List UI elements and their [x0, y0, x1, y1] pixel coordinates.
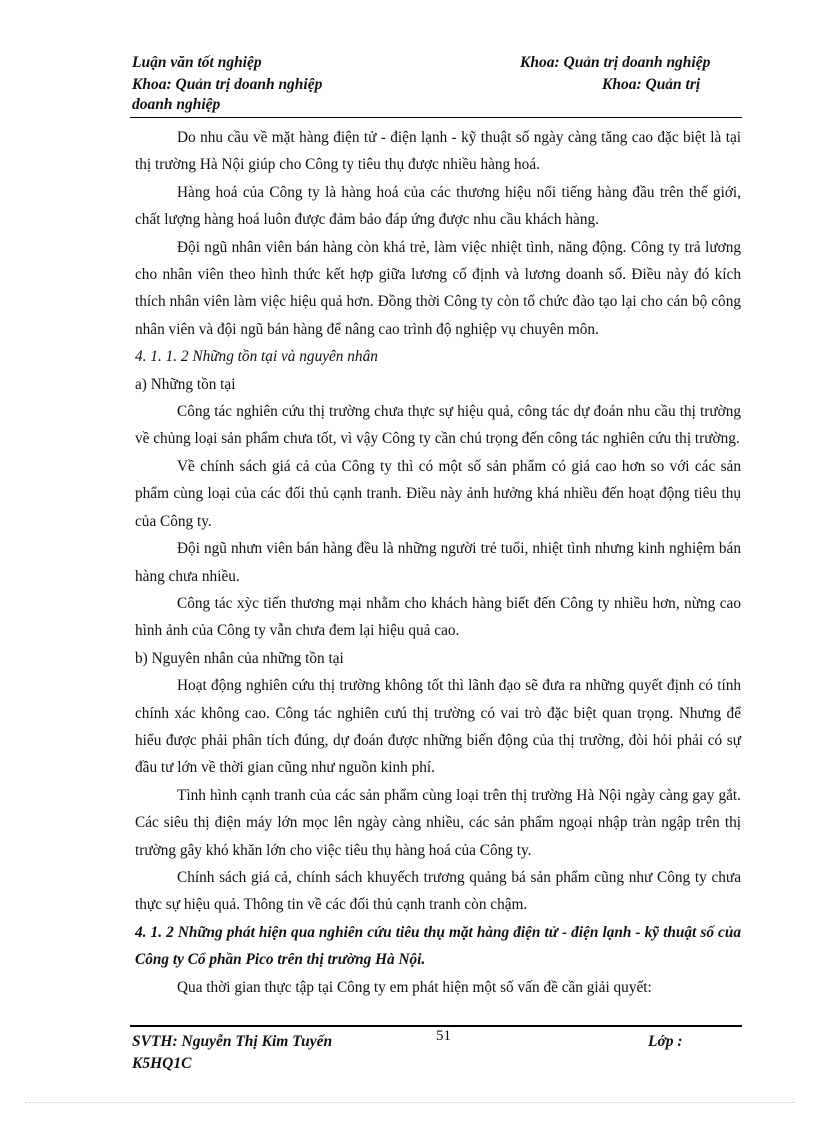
- paragraph: Công tác nghiên cứu thị trường chưa thực sự hiệu quả, công tác dự đoán nhu cầu thị trường về chủng loại sản phẩm chưa tốt, vì vậy Công ty cần chú trọng đến công tác nghiên cứu thị trường.: [135, 403, 741, 448]
- paragraph: Do nhu cầu về mặt hàng điện tử - điện lạnh - kỹ thuật số ngày càng tăng cao đặc biệt là tại thị trường Hà Nội giúp cho Công ty tiêu thụ được nhiều hàng hoá.: [135, 129, 741, 174]
- paragraph: Công tác xỳc tiến thương mại nhằm cho khách hàng biết đến Công ty nhiều hơn, nừng cao hình ảnh của Công ty vẫn chưa đem lại hiệu quả cao.: [135, 594, 741, 640]
- page-edge-dotted-line: [25, 1102, 795, 1103]
- document-body: [135, 124, 741, 1001]
- header-faculty-wrap: doanh nghiệp: [132, 96, 221, 113]
- header-faculty: Khoa: Quản trị doanh nghiệp: [520, 54, 711, 71]
- header-rule: [130, 117, 742, 118]
- paragraph: Tình hình cạnh tranh của các sản phẩm cùng loại trên thị trường Hà Nội ngày càng gay gắt. Các siêu thị điện máy lớn mọc lên ngày càng nhiều, các sản phẩm ngoại nhập tràn ngập trên thị trường gây khó khăn lớn cho việc tiêu thụ hàng hoá của Công ty.: [135, 786, 741, 859]
- paragraph: Chính sách giá cả, chính sách khuyếch trương quảng bá sản phẩm cũng như Công ty chưa thực sự hiệu quả. Thông tin về các đối thủ cạnh tranh còn chậm.: [135, 868, 741, 914]
- paragraph: Hoạt động nghiên cứu thị trường không tốt thì lãnh đạo sẽ đưa ra những quyết định có tính chính xác không cao. Công tác nghiên cưú thị trường có vai trò đặc biệt quan trọng. Nhưng để hiểu được phải phân tích đúng, dự đoán được những biến động của thị trường, đòi hỏi phải có sự đầu tư lớn về thời gian cũng như nguồn kinh phí.: [135, 677, 741, 777]
- section-heading: 4. 1. 2 Những phát hiện qua nghiên cứu tiêu thụ mặt hàng điện tử - điện lạnh - kỹ thuật số của Công ty Cổ phần Pico trên thị trường Hà Nội.: [135, 923, 741, 969]
- section-heading: 4. 1. 1. 2 Những tồn tại và nguyên nhân: [135, 348, 378, 366]
- subheading: a) Những tồn tại: [135, 375, 236, 393]
- subheading: b) Nguyên nhân của những tồn tại: [135, 649, 344, 667]
- header-faculty-short: Khoa: Quản trị: [602, 76, 701, 93]
- header-title: Luận văn tốt nghiệp: [132, 54, 262, 71]
- footer-class-code: K5HQ1C: [132, 1055, 192, 1072]
- footer-class-label: Lớp :: [648, 1033, 683, 1050]
- paragraph: Về chính sách giá cả của Công ty thì có một số sản phẩm có giá cao hơn so với các sản phẩm cùng loại của các đối thủ cạnh tranh. Điều này ảnh hưởng khá nhiều đến hoạt động tiêu thụ của Công ty.: [135, 457, 741, 530]
- page-number: 51: [436, 1028, 451, 1044]
- paragraph: Đội ngũ nhưn viên bán hàng đều là những người trẻ tuổi, nhiệt tình nhưng kinh nghiệm bán hàng chưa nhiều.: [135, 540, 741, 585]
- header-faculty-repeat: Khoa: Quản trị doanh nghiệp: [132, 76, 323, 93]
- paragraph: Hàng hoá của Công ty là hàng hoá của các thương hiệu nổi tiếng hàng đầu trên thế giới, chất lượng hàng hoá luôn được đảm bảo đáp ứng được nhu cầu khách hàng.: [135, 183, 741, 229]
- paragraph: Qua thời gian thực tập tại Công ty em phát hiện một số vấn đề cần giải quyết:: [177, 978, 652, 996]
- footer-rule: [130, 1025, 742, 1027]
- footer-student: SVTH: Nguyễn Thị Kim Tuyến: [132, 1033, 333, 1050]
- paragraph: Đội ngũ nhân viên bán hàng còn khá trẻ, làm việc nhiệt tình, năng động. Công ty trả lương cho nhân viên theo hình thức kết hợp giữa lương cố định và lương doanh số. Điều này đó kích thích nhân viên làm việc hiệu quả hơn. Đồng thời Công ty còn tổ chức đào tạo lại cho cán bộ công nhân viên và đội ngũ bán hàng để nâng cao trình độ nghiệp vụ chuyên môn.: [135, 238, 741, 338]
